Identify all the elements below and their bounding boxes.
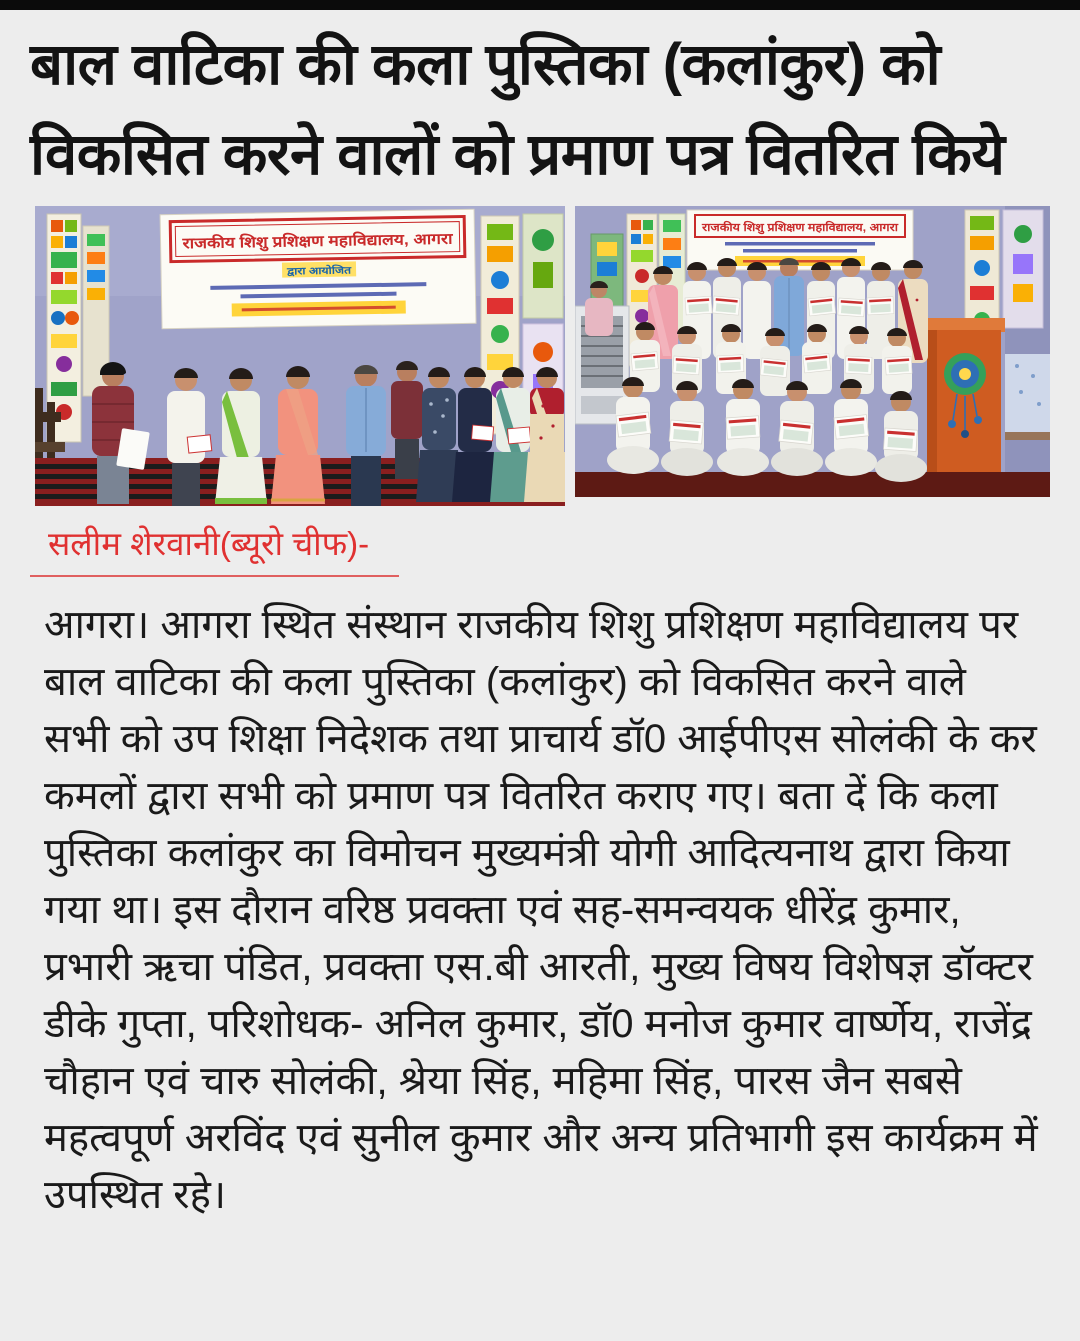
left-photo[interactable] xyxy=(35,206,565,506)
article-photos xyxy=(35,206,1050,506)
banner-title: राजकीय शिशु प्रशिक्षण महाविद्यालय, आगरा xyxy=(182,231,417,253)
banner-title: राजकीय शिशु प्रशिक्षण महाविद्यालय, आगरा xyxy=(702,222,874,234)
article-headline: बाल वाटिका की कला पुस्तिका (कलांकुर) को विकसित करने वालों को प्रमाण पत्र वितरित किये xyxy=(30,32,1005,187)
byline-row xyxy=(30,520,1080,577)
bed xyxy=(1005,354,1050,440)
floor xyxy=(575,472,1050,497)
event-banner xyxy=(160,209,476,328)
article-body: आगरा। आगरा स्थित संस्थान राजकीय शिशु प्रशिक्षण महाविद्यालय पर बाल वाटिका की कला पुस्तिका (कलांकुर) को विकसित करने वाले सभी को उप शिक्षा निदेशक तथा प्राचार्य डॉ0 आईपीएस सोलंकी के कर कमलों द्वारा सभी को प्रमाण पत्र वितरित कराए गए। बता दें कि कला पुस्तिका कलांकुर का विमोचन मुख्यमंत्री योगी आदित्यनाथ द्वारा किया गया था। इस दौरान वरिष्ठ प्रवक्ता एवं सह-समन्वयक धीरेंद्र कुमार, प्रभारी ऋचा पंडित, प्रवक्ता एस.बी आरती, मुख्य विषय विशेषज्ञ डॉक्टर डीके गुप्ता, परिशोधक- अनिल कुमार, डॉ0 मनोज कुमार वार्ष्णेय, राजेंद्र चौहान एवं चारु सोलंकी, श्रेया सिंह, महिमा सिंह, पारस जैन सबसे महत्वपूर्ण अरविंद एवं सुनील कुमार और अन्य प्रतिभागी इस कार्यक्रम में उपस्थित रहे। xyxy=(44,603,1038,1217)
podium xyxy=(923,318,1005,497)
byline-link[interactable]: सलीम शेरवानी(ब्यूरो चीफ)- xyxy=(30,520,399,577)
banner-subtitle: द्वारा आयोजित xyxy=(287,265,340,278)
top-status-bar xyxy=(0,0,1080,10)
right-photo[interactable] xyxy=(575,206,1050,497)
